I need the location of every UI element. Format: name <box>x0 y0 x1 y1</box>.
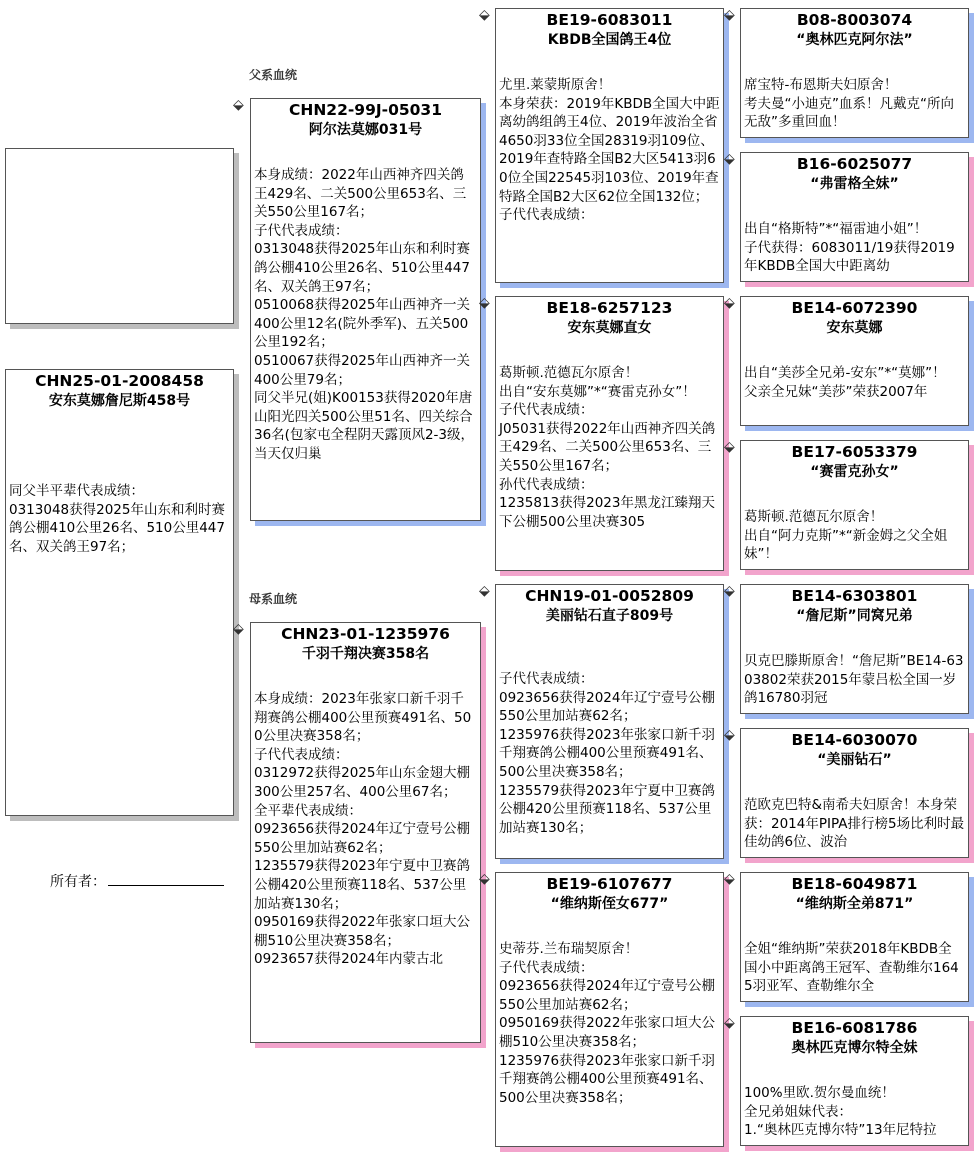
ring-icon: ⬙ <box>724 871 735 887</box>
sd-text: 葛斯顿.范德瓦尔原舍！ 出自“安东莫娜”*“赛雷克孙女”！ 子代代表成绩： J05031获得2022年山西神齐四关鸽王429名、二关500公里653名、三关550公里167名； 孙代代表成绩： 1235813获得2023年黑龙江臻翔天下公棚500公里决赛305 <box>499 365 716 530</box>
dss-text: 贝克巴滕斯原舍！“詹尼斯”BE14-6303802荣获2015年蒙吕松全国一岁鸽16780羽冠 <box>744 653 964 707</box>
ring-icon: ⬙ <box>233 621 244 637</box>
sds-id: BE14-6072390 <box>791 299 918 317</box>
sire-line-label: 父系血统 <box>249 68 298 82</box>
sss-card <box>740 8 969 138</box>
dd-card <box>495 872 724 1147</box>
subject-text: 同父半平辈代表成绩： 0313048获得2025年山东和利时赛鸽公棚410公里26名、510公里447名、双关鸽王97名； <box>9 483 225 555</box>
ds-card <box>495 584 724 859</box>
ss-card <box>495 8 724 283</box>
sdd-text: 葛斯顿.范德瓦尔原舍！ 出自“阿力克斯”*“新金姆之父全姐妹”！ <box>744 509 948 563</box>
owner-label: 所有者： <box>50 874 106 890</box>
dam-card <box>250 622 481 1043</box>
ring-icon: ⬙ <box>724 439 735 455</box>
ring-icon: ⬙ <box>724 151 735 167</box>
sdd-id: BE17-6053379 <box>791 443 918 461</box>
ssd-id: B16-6025077 <box>796 155 913 173</box>
ssd-card <box>740 152 969 282</box>
ring-icon: ⬙ <box>724 727 735 743</box>
sd-card <box>495 296 724 571</box>
ddd-id: BE16-6081786 <box>791 1019 918 1037</box>
subject-id: CHN25-01-2008458 <box>35 372 204 390</box>
dam-id: CHN23-01-1235976 <box>281 625 450 643</box>
ddd-card <box>740 1016 969 1146</box>
dss-id: BE14-6303801 <box>791 587 918 605</box>
dam-line-label: 母系血统 <box>249 592 298 606</box>
dd-name: “维纳斯侄女677” <box>550 896 669 912</box>
dd-text: 史蒂芬.兰布瑞契原舍！ 子代代表成绩： 0923656获得2024年辽宁壹号公棚550公里加站赛62名； 0950169获得2022年张家口垣大公棚510公里决赛358名； 1235976获得2023年张家口新千羽千翔赛鸽公棚400公里预赛491名、500公里决赛358名； <box>499 941 715 1106</box>
ddd-name: 奥林匹克博尔特全妹 <box>791 1040 918 1056</box>
ss-text: 尤里.莱蒙斯原舍！ 本身荣获：2019年KBDB全国大中距离幼鸽组鸽王4位、2019年波治全省4650羽33位全国28319羽109位、2019年查特路全国B2大区5413羽60位全国22545羽103位、2019年查特路全国B2大区62位全国132位； 子代代表成绩： <box>499 77 720 224</box>
ring-icon: ⬙ <box>724 295 735 311</box>
ring-icon: ⬙ <box>233 97 244 113</box>
dam-text: 本身成绩：2023年张家口新千羽千翔赛鸽公棚400公里预赛491名、500公里决赛358名； 子代代表成绩： 0312972获得2025年山东金翅大棚300公里257名、400公里67名； 全平辈代表成绩： 0923656获得2024年辽宁壹号公棚550公里加站赛62名； 1235579获得2023年宁夏中卫赛鸽公棚420公里预赛118名、537公里加站赛130名； 0950169获得2022年张家口垣大公棚510公里决赛358名； 0923657获得2024年内蒙古北 <box>254 691 472 968</box>
dss-name: “詹尼斯”同窝兄弟 <box>796 608 913 624</box>
sire-card <box>250 98 481 521</box>
dsd-card <box>740 728 969 858</box>
sd-id: BE18-6257123 <box>546 299 673 317</box>
sdd-name: “赛雷克孙女” <box>810 464 899 480</box>
sdd-card <box>740 440 969 570</box>
sds-text: 出自“美莎全兄弟-安东”*“莫娜”！ 父亲全兄妹“美莎”荣获2007年 <box>744 365 946 400</box>
sds-name: 安东莫娜 <box>826 320 883 336</box>
photo-frame <box>5 148 234 324</box>
sire-name: 阿尔法莫娜031号 <box>308 122 423 138</box>
ring-icon: ⬙ <box>724 583 735 599</box>
sds-card <box>740 296 969 426</box>
ssd-text: 出自“格斯特”*“福雷迪小姐”！ 子代获得：6083011/19获得2019年KBDB全国大中距离幼 <box>744 221 955 275</box>
dds-id: BE18-6049871 <box>791 875 918 893</box>
ds-name: 美丽钻石直子809号 <box>545 608 674 624</box>
ring-icon: ⬙ <box>479 295 490 311</box>
ssd-name: “弗雷格全妹” <box>810 176 899 192</box>
sire-text: 本身成绩：2022年山西神齐四关鸽王429名、二关500公里653名、三关550公里167名； 子代代表成绩： 0313048获得2025年山东和利时赛鸽公棚410公里26名、510公里447名、双关鸽王97名； 0510068获得2025年山西神齐一关400公里12名(院外季军)、五关500公里192名； 0510067获得2025年山西神齐一关400公里79名； 同父半兄(姐)K00153获得2020年唐山阳光四关500公里51名、四关综合36名(包家屯全程阴天露顶风2-3级，当天仅归巢 <box>254 167 474 462</box>
ss-id: BE19-6083011 <box>546 11 673 29</box>
ddd-text: 100%里欧.贺尔曼血统！ 全兄弟姐妹代表： 1.“奥林匹克博尔特”13年尼特拉 <box>744 1085 937 1139</box>
sss-text: 席宝特-布恩斯夫妇原舍！ 考夫曼“小迪克”血系！凡戴克“所向无敌”多重回血！ <box>744 77 954 131</box>
ss-name: KBDB全国鸽王4位 <box>547 32 672 48</box>
dd-id: BE19-6107677 <box>546 875 673 893</box>
ring-icon: ⬙ <box>479 7 490 23</box>
dds-name: “维纳斯全弟871” <box>795 896 914 912</box>
owner-field <box>50 871 224 891</box>
dss-card <box>740 584 969 714</box>
dsd-text: 范欧克巴特&南希夫妇原舍！本身荣获：2014年PIPA排行榜5场比利时最佳幼鸽6位、波治 <box>744 797 965 851</box>
dds-card <box>740 872 969 1002</box>
sss-id: B08-8003074 <box>796 11 913 29</box>
ring-icon: ⬙ <box>479 871 490 887</box>
ring-icon: ⬙ <box>479 583 490 599</box>
dsd-id: BE14-6030070 <box>791 731 918 749</box>
sd-name: 安东莫娜直女 <box>567 320 652 336</box>
sss-name: “奥林匹克阿尔法” <box>796 32 913 48</box>
dam-name: 千羽千翔决赛358名 <box>301 646 430 662</box>
owner-input-line[interactable] <box>108 871 224 886</box>
ds-id: CHN19-01-0052809 <box>525 587 694 605</box>
ring-icon: ⬙ <box>724 7 735 23</box>
dds-text: 全姐“维纳斯”荣获2018年KBDB全国小中距离鸽王冠军、查勒维尔1645羽亚军、查勒维尔全 <box>744 941 959 995</box>
ring-icon: ⬙ <box>724 1015 735 1031</box>
subject-name: 安东莫娜詹尼斯458号 <box>48 393 191 409</box>
subject-card <box>5 369 234 816</box>
ds-text: 子代代表成绩： 0923656获得2024年辽宁壹号公棚550公里加站赛62名； 1235976获得2023年张家口新千羽千翔赛鸽公棚400公里预赛491名、500公里决赛358名； 1235579获得2023年宁夏中卫赛鸽公棚420公里预赛118名、537公里加站赛130名； <box>499 671 715 836</box>
sire-id: CHN22-99J-05031 <box>288 101 443 119</box>
dsd-name: “美丽钻石” <box>817 752 892 768</box>
